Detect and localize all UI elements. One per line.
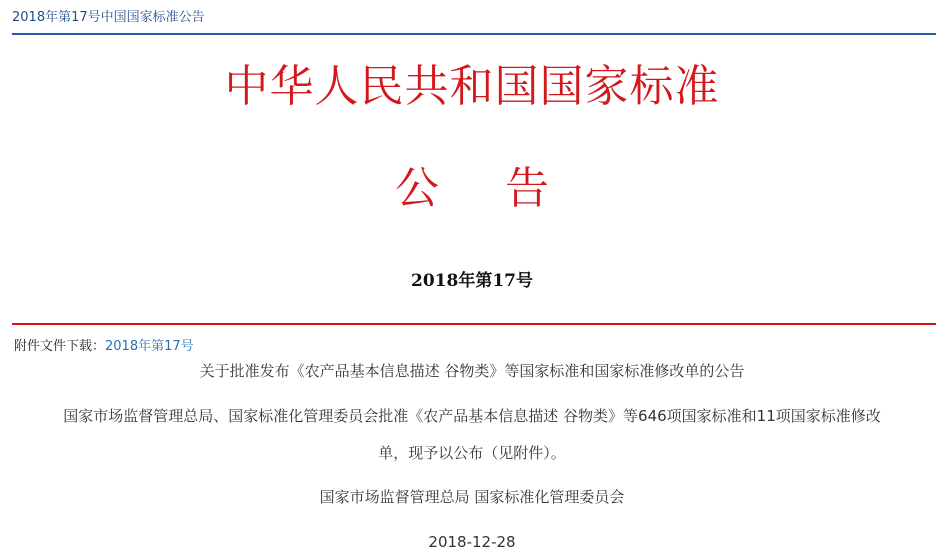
attachment-download-link[interactable]: 2018年第17号 bbox=[105, 339, 194, 354]
header-divider bbox=[12, 33, 936, 35]
announcement-body-line-1: 国家市场监督管理总局、国家标准化管理委员会批准《农产品基本信息描述 谷物类》等646项国家标准和11项国家标准修改 bbox=[63, 407, 881, 425]
attachment-label: 附件文件下载： bbox=[14, 339, 106, 354]
red-divider bbox=[12, 323, 936, 325]
announcement-issuers: 国家市场监督管理总局 国家标准化管理委员会 bbox=[319, 488, 625, 506]
announcement-heading: 关于批准发布《农产品基本信息描述 谷物类》等国家标准和国家标准修改单的公告 bbox=[199, 362, 745, 380]
issue-number: 2018年第17号 bbox=[411, 271, 533, 291]
breadcrumb[interactable]: 2018年第17号中国国家标准公告 bbox=[12, 10, 205, 25]
attachment-row bbox=[14, 335, 194, 354]
banner-title: 中华人民共和国国家标准 bbox=[224, 61, 720, 112]
announcement-body-line-2: 单，现予以公布（见附件）。 bbox=[378, 444, 566, 462]
announcement-date: 2018-12-28 bbox=[428, 533, 516, 551]
banner-subtitle: 公告 bbox=[395, 163, 615, 214]
